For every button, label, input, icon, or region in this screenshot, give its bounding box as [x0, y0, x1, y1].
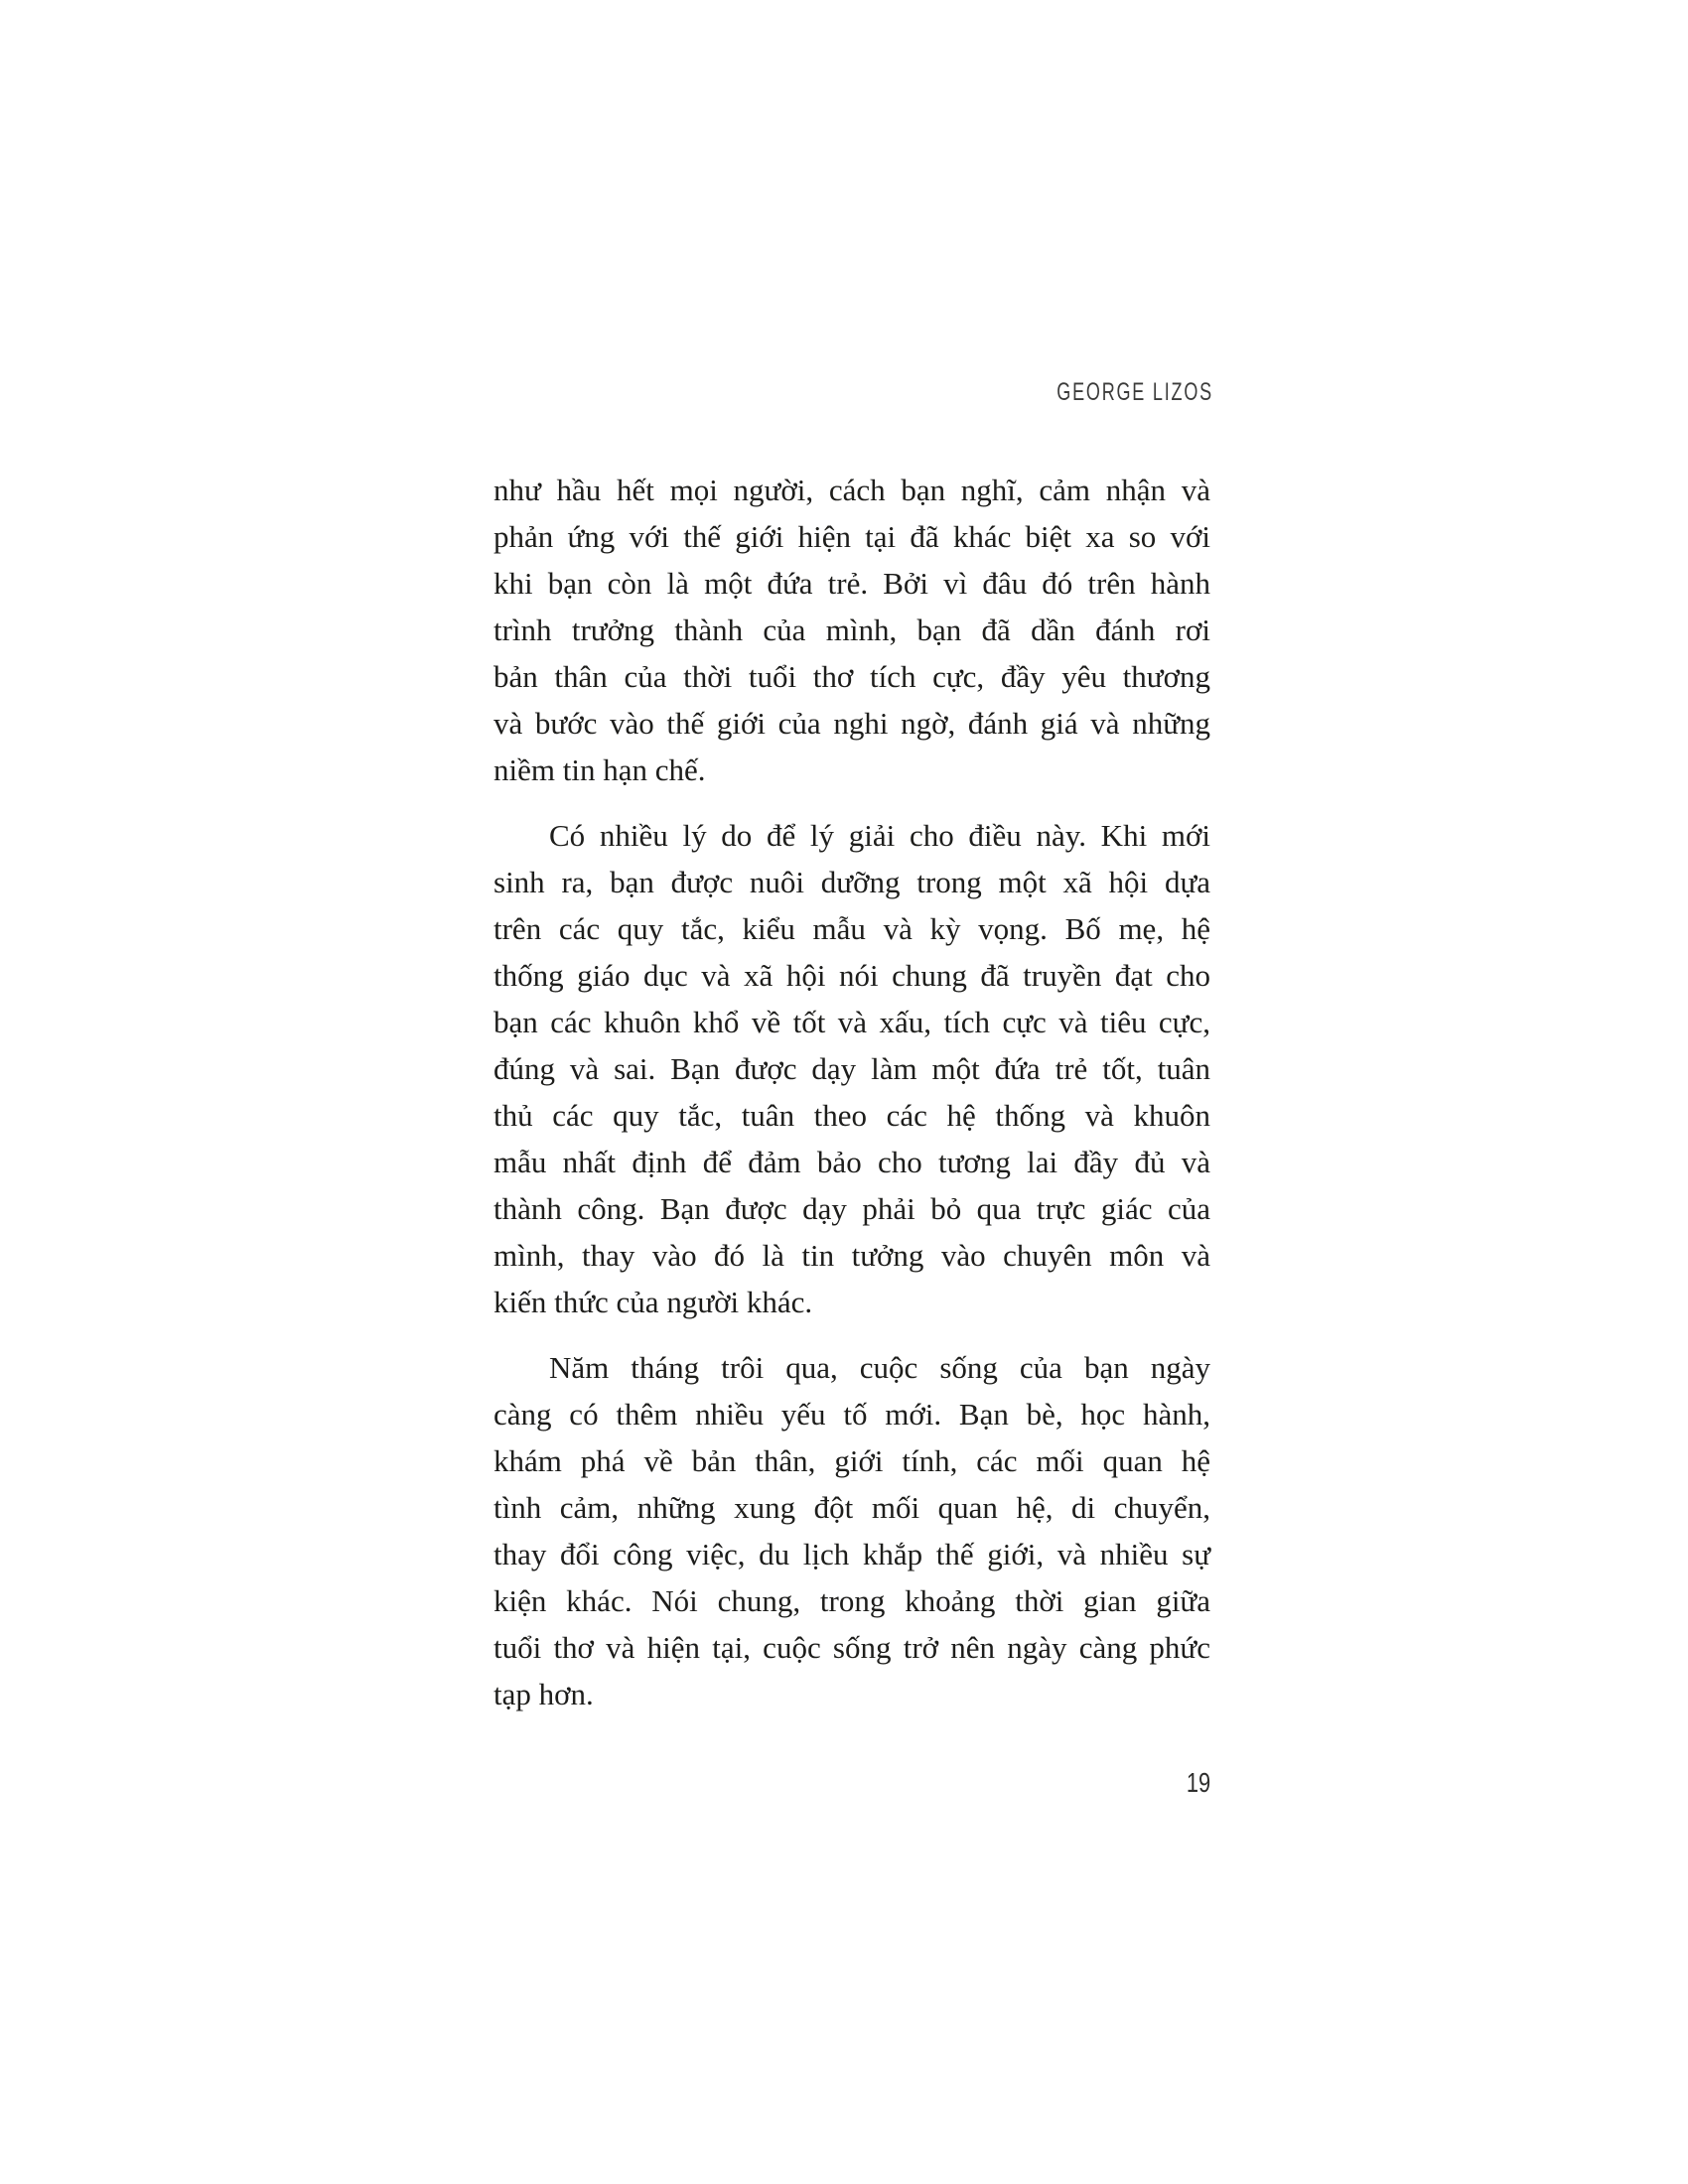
page-number-value: 19	[1186, 1767, 1210, 1798]
paragraph	[493, 812, 1210, 1325]
text-line: mẫu nhất định để đảm bảo cho tương lai đầy đủ và	[493, 1145, 1210, 1179]
text-line: kiện khác. Nói chung, trong khoảng thời gian giữa	[493, 1583, 1210, 1618]
text-line: trình trưởng thành của mình, bạn đã dần đánh rơi	[493, 613, 1210, 647]
text-line: thủ các quy tắc, tuân theo các hệ thống và khuôn	[493, 1098, 1210, 1133]
page-body-text	[493, 467, 1210, 1717]
text-line: đúng và sai. Bạn được dạy làm một đứa trẻ tốt, tuân	[493, 1051, 1210, 1086]
text-line: trên các quy tắc, kiểu mẫu và kỳ vọng. Bố mẹ, hệ	[493, 911, 1210, 946]
paragraph	[493, 1344, 1210, 1717]
text-line: càng có thêm nhiều yếu tố mới. Bạn bè, học hành,	[493, 1397, 1210, 1432]
text-line: sinh ra, bạn được nuôi dưỡng trong một xã hội dựa	[493, 865, 1210, 899]
text-line: kiến thức của người khác.	[493, 1285, 813, 1319]
text-line: phản ứng với thế giới hiện tại đã khác biệt xa so với	[493, 519, 1210, 554]
text-line: niềm tin hạn chế.	[493, 752, 706, 787]
text-line: Có nhiều lý do để lý giải cho điều này. Khi mới	[549, 818, 1210, 853]
text-line: thay đổi công việc, du lịch khắp thế giới, và nhiều sự	[493, 1537, 1210, 1571]
text-line: tình cảm, những xung đột mối quan hệ, di chuyển,	[493, 1490, 1210, 1525]
text-line: thành công. Bạn được dạy phải bỏ qua trực giác của	[493, 1191, 1210, 1226]
page-number	[493, 1767, 1210, 1799]
text-line: bạn các khuôn khổ về tốt và xấu, tích cực và tiêu cực,	[493, 1005, 1210, 1039]
running-header	[493, 378, 1213, 406]
text-line: bản thân của thời tuổi thơ tích cực, đầy yêu thương	[493, 659, 1210, 694]
text-line: thống giáo dục và xã hội nói chung đã truyền đạt cho	[493, 958, 1210, 993]
text-line: khám phá về bản thân, giới tính, các mối quan hệ	[493, 1443, 1210, 1478]
paragraph	[493, 467, 1210, 793]
text-line: như hầu hết mọi người, cách bạn nghĩ, cảm nhận và	[493, 473, 1210, 507]
text-line: mình, thay vào đó là tin tưởng vào chuyên môn và	[493, 1238, 1210, 1273]
text-line: tuổi thơ và hiện tại, cuộc sống trở nên ngày càng phức	[493, 1630, 1210, 1665]
text-line: Năm tháng trôi qua, cuộc sống của bạn ngày	[549, 1350, 1210, 1385]
text-line: và bước vào thế giới của nghi ngờ, đánh giá và những	[493, 706, 1210, 741]
text-line: khi bạn còn là một đứa trẻ. Bởi vì đâu đó trên hành	[493, 566, 1210, 601]
running-header-title: GEORGE LIZOS	[1055, 378, 1213, 406]
text-line: tạp hơn.	[493, 1677, 594, 1711]
